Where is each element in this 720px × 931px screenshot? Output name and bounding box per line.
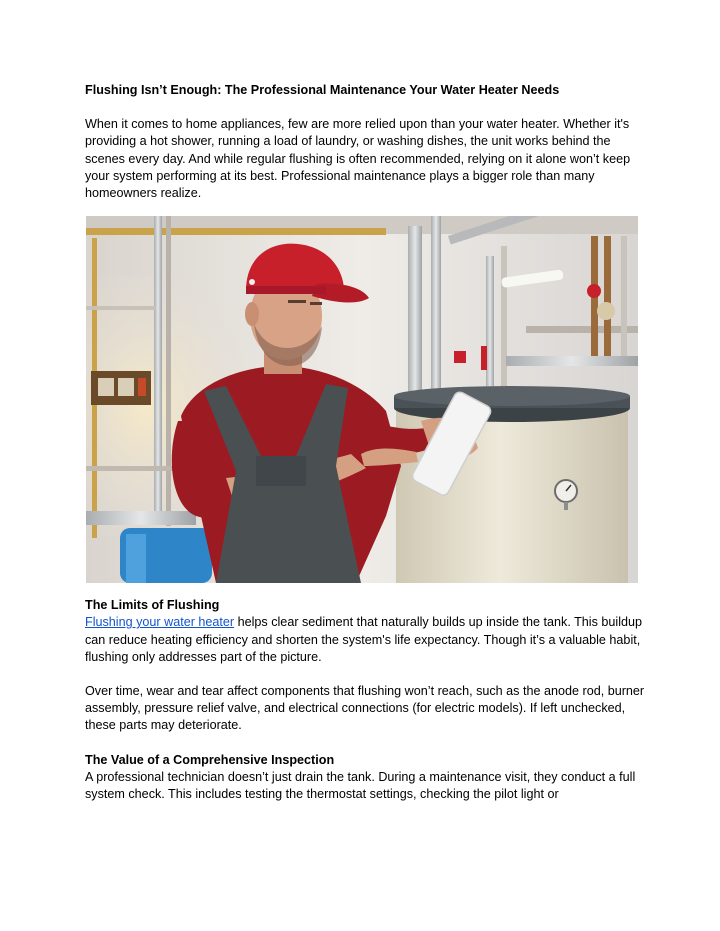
article-title: Flushing Isn’t Enough: The Professional Maintenance Your Water Heater Needs	[85, 83, 560, 97]
flushing-link[interactable]: Flushing your water heater	[85, 615, 235, 630]
document-page	[85, 82, 645, 803]
section-heading-inspection: The Value of a Comprehensive Inspection	[85, 752, 335, 767]
inspection-paragraph-1: A professional technician doesn’t just drain the tank. During a maintenance visit, they conduct a full system check. This includes testing the thermostat settings, checking the pilot light or	[85, 769, 636, 802]
limits-paragraph-2: Over time, wear and tear affect components that flushing won’t reach, such as the anode rod, burner assembly, pressure relief valve, and electrical connections (for electric models). If left unchecked, these parts may deteriorate.	[85, 684, 645, 733]
intro-paragraph: When it comes to home appliances, few are more relied upon than your water heater. Whether it's providing a hot shower, running a load of laundry, or washing dishes, the unit works behind the scenes every day. And while regular flushing is often recommended, relying on it alone won’t keep your system performing at its best. Professional maintenance plays a bigger role than many homeowners realize.	[85, 117, 631, 201]
section-heading-limits: The Limits of Flushing	[85, 598, 220, 613]
limits-paragraph-1	[85, 614, 645, 666]
technician-photo	[86, 216, 638, 583]
limits-paragraph-1-text: helps clear sediment that naturally builds up inside the tank. This buildup can reduce heating efficiency and shorten the system's life expectancy. Though it’s a valuable habit, flushing only addresses part of the picture.	[85, 615, 643, 664]
